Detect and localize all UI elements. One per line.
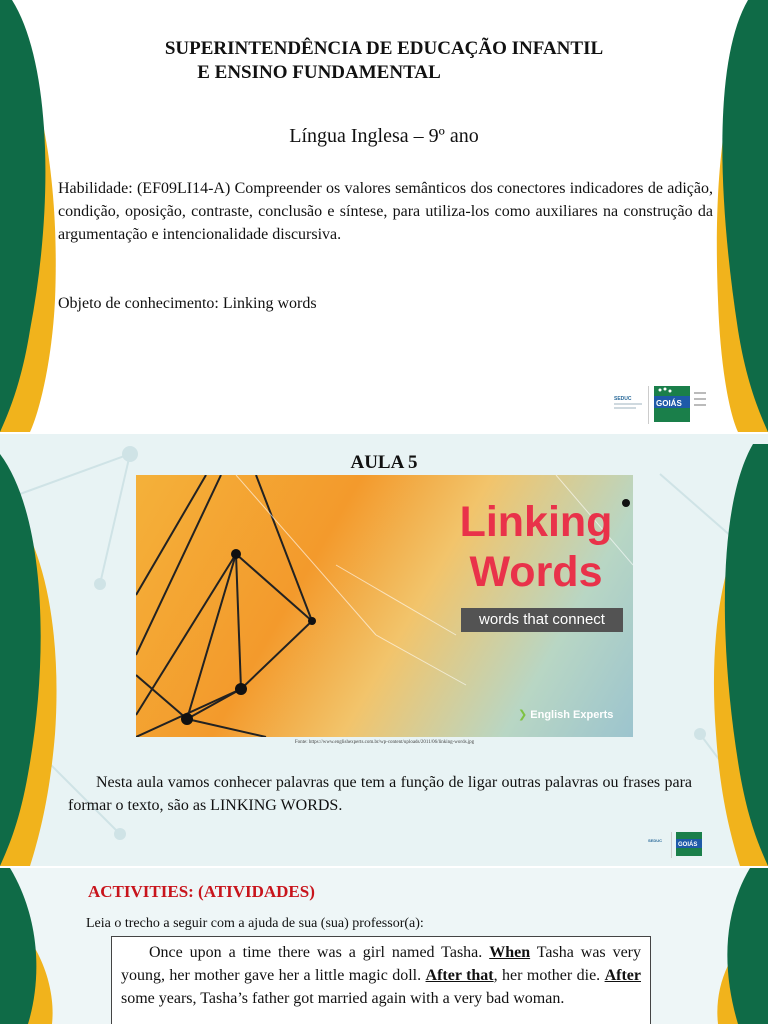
linking-word-when: When — [489, 944, 531, 961]
story-text-box — [111, 936, 651, 1024]
image-brand-label: English Experts — [530, 709, 614, 721]
knowledge-object: Objeto de conhecimento: Linking words — [58, 295, 317, 312]
slide-3 — [0, 868, 768, 1024]
image-brand — [518, 708, 613, 721]
image-source: Fonte: https://www.englishexperts.com.br/wp-content/uploads/2011/06/linking-words.jpg — [294, 740, 475, 745]
image-title-line2: Words — [469, 548, 603, 596]
svg-text:GOIÁS: GOIÁS — [678, 842, 698, 848]
intro-paragraph: Nesta aula vamos conhecer palavras que tem a função de ligar outras palavras ou frases para formar o texto, são as LINKING WORDS. — [68, 774, 692, 814]
skill-paragraph: Habilidade: (EF09LI14-A) Compreender os valores semânticos dos conectores indicadores de adição, condição, oposição, contraste, conclusão e síntese, para utiliza-los como auxiliares na construção da argumentação e intencionalidade discursiva. — [58, 180, 713, 243]
svg-text:SEDUC: SEDUC — [648, 838, 663, 843]
image-title — [436, 497, 633, 597]
left-decoration — [0, 434, 70, 866]
activity-instruction: Leia o trecho a seguir com a ajuda de sua (sua) professor(a): — [86, 916, 424, 931]
image-subtitle: words that connect — [461, 608, 623, 632]
right-decoration — [698, 434, 768, 866]
svg-text:SEDUC: SEDUC — [614, 396, 632, 402]
seduc-logo — [612, 384, 712, 431]
slide-2 — [0, 434, 768, 866]
subject-heading: Língua Inglesa – 9º ano — [289, 125, 479, 147]
activities-title: ACTIVITIES: (ATIVIDADES) — [88, 882, 315, 901]
lesson-title: AULA 5 — [350, 452, 418, 473]
header-title-line2: E ENSINO FUNDAMENTAL — [197, 62, 441, 83]
linking-word-after-that: After that — [425, 967, 494, 984]
left-decoration — [0, 868, 70, 1024]
brand-logo-icon: ❯ — [518, 709, 528, 721]
seduc-logo — [646, 830, 716, 865]
svg-text:GOIÁS: GOIÁS — [656, 399, 682, 408]
header-title-line1: SUPERINTENDÊNCIA DE EDUCAÇÃO INFANTIL — [164, 38, 604, 59]
image-title-line1: Linking — [459, 498, 613, 546]
slide-1 — [0, 0, 768, 432]
story-part-1: Once upon a time there was a girl named Tasha. — [149, 944, 490, 961]
story-part-4: some years, Tasha’s father got married again with a very bad woman. — [121, 990, 565, 1007]
linking-words-image — [136, 475, 633, 737]
story-part-2: Tasha was very young, her mother gave her a little magic doll. — [121, 944, 642, 984]
story-part-3: , her mother die. — [493, 967, 605, 984]
linking-word-after: After — [604, 967, 641, 984]
right-decoration — [698, 868, 768, 1024]
